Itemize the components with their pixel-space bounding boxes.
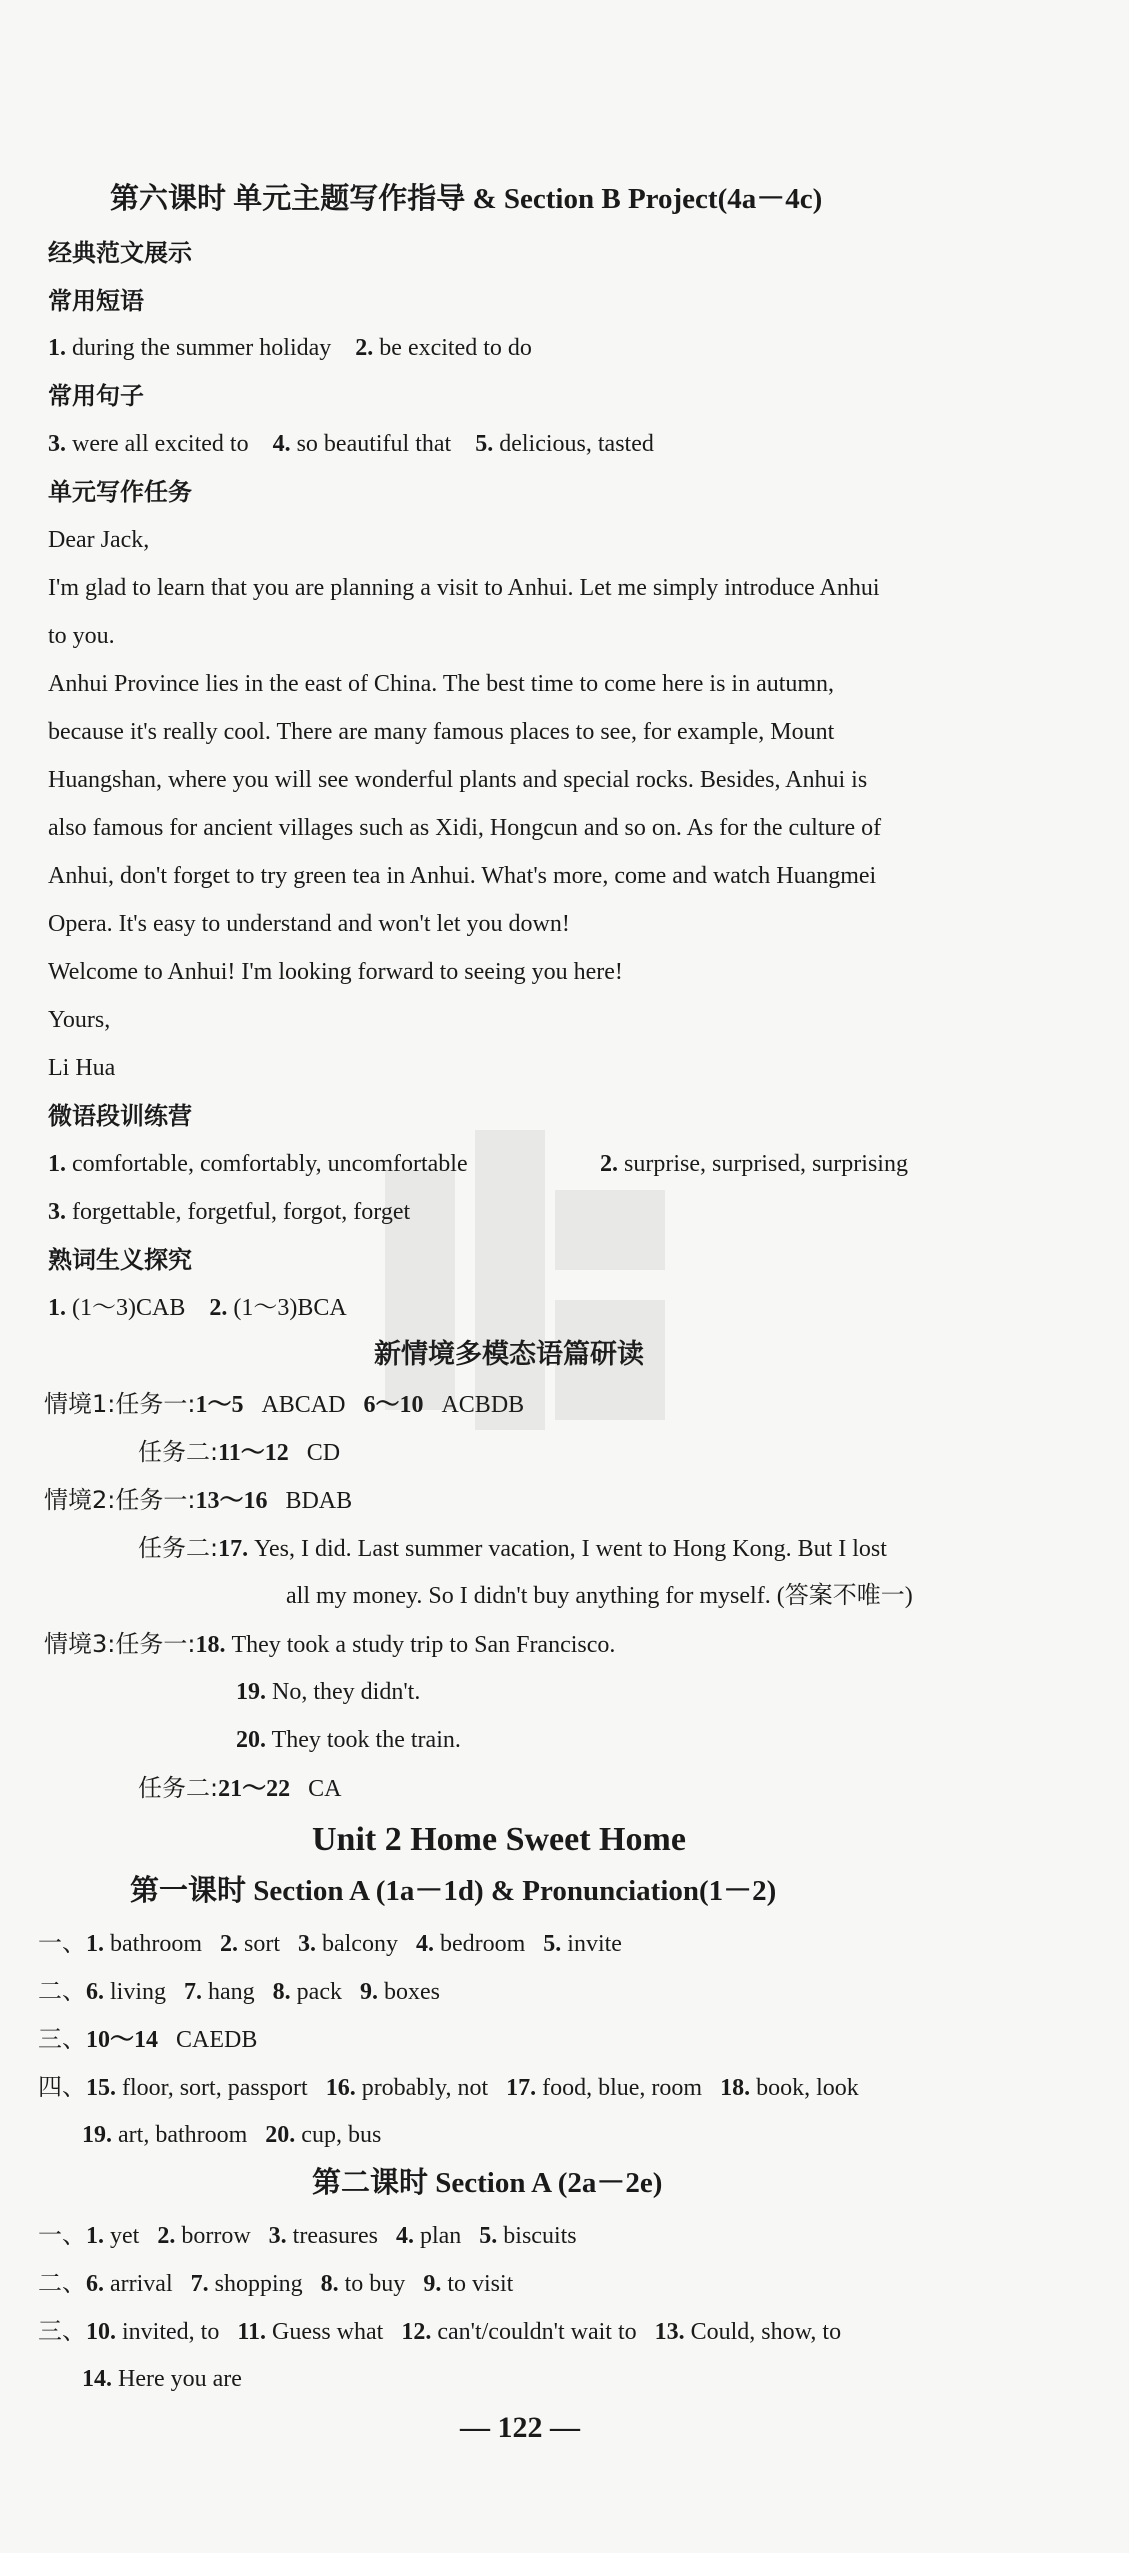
scenario3-task1: 情境3:任务一:18. They took a study trip to San Francisco. xyxy=(44,1630,616,1658)
scenario3-task2: 任务二:21～22 CA xyxy=(138,1774,342,1802)
writing-task-heading: 单元写作任务 xyxy=(48,478,192,506)
unit2-lesson1-title: 第一课时 Section A (1a－1d) & Pronunciation(1－2) xyxy=(130,1875,777,1907)
letter-line: to you. xyxy=(48,623,115,649)
scenario3-answer-20: 20. They took the train. xyxy=(236,1727,461,1753)
lesson6-title: 第六课时 单元主题写作指导 & Section B Project(4a－4c) xyxy=(110,183,823,215)
u2l1-part2: 二、6. living 7. hang 8. pack 9. boxes xyxy=(38,1977,440,2005)
u2l2-part1: 一、1. yet 2. borrow 3. treasures 4. plan 5. biscuits xyxy=(38,2221,577,2249)
letter-line: Huangshan, where you will see wonderful plants and special rocks. Besides, Anhui is xyxy=(48,767,868,793)
letter-line: I'm glad to learn that you are planning a visit to Anhui. Let me simply introduce Anhui xyxy=(48,575,880,601)
reading-title: 新情境多模态语篇研读 xyxy=(374,1339,644,1370)
u2l1-part3: 三、10～14 CAEDB xyxy=(38,2025,258,2053)
letter-line: Opera. It's easy to understand and won't let you down! xyxy=(48,911,570,937)
unit2-lesson2-title: 第二课时 Section A (2a－2e) xyxy=(312,2167,663,2199)
letter-line: Dear Jack, xyxy=(48,527,150,553)
micro-answers-1: 1. comfortable, comfortably, uncomfortable xyxy=(48,1151,468,1177)
letter-line: because it's really cool. There are many famous places to see, for example, Mount xyxy=(48,719,835,745)
scenario1-task2: 任务二:11～12 CD xyxy=(138,1438,341,1466)
scenario2-task1: 情境2:任务一:13～16 BDAB xyxy=(44,1486,353,1514)
scenario2-task2-cont: all my money. So I didn't buy anything for myself. (答案不唯一) xyxy=(286,1583,913,1609)
sentences-heading: 常用句子 xyxy=(48,382,144,410)
model-essay-heading: 经典范文展示 xyxy=(48,239,192,267)
u2l2-part3: 三、10. invited, to 11. Guess what 12. can't/couldn't wait to 13. Could, show, to xyxy=(38,2317,842,2345)
letter-line: Welcome to Anhui! I'm looking forward to seeing you here! xyxy=(48,959,623,985)
page-number: — 122 — xyxy=(460,2411,580,2444)
scenario1-task1: 情境1:任务一:1～5 ABCAD 6～10 ACBDB xyxy=(44,1390,525,1418)
u2l1-part4: 四、15. floor, sort, passport 16. probably, not 17. food, blue, room 18. book, look xyxy=(38,2073,859,2101)
phrases-heading: 常用短语 xyxy=(48,287,144,315)
scenario3-answer-19: 19. No, they didn't. xyxy=(236,1679,421,1705)
u2l2-part3-cont: 14. Here you are xyxy=(82,2366,242,2392)
u2l2-part2: 二、6. arrival 7. shopping 8. to buy 9. to visit xyxy=(38,2269,514,2297)
u2l1-part1: 一、1. bathroom 2. sort 3. balcony 4. bedroom 5. invite xyxy=(38,1929,622,1957)
word-meaning-answers: 1. (1～3)CAB 2. (1～3)BCA xyxy=(48,1295,347,1321)
micro-answers-3: 3. forgettable, forgetful, forgot, forget xyxy=(48,1199,411,1225)
micro-answers-2: 2. surprise, surprised, surprising xyxy=(600,1151,908,1177)
sentences-answers: 3. were all excited to 4. so beautiful that 5. delicious, tasted xyxy=(48,431,654,457)
letter-line: Yours, xyxy=(48,1007,111,1033)
letter-line: Li Hua xyxy=(48,1055,116,1081)
phrases-answers: 1. during the summer holiday 2. be excited to do xyxy=(48,335,532,361)
micro-paragraph-heading: 微语段训练营 xyxy=(48,1102,192,1130)
unit2-title: Unit 2 Home Sweet Home xyxy=(312,1821,686,1858)
letter-line: Anhui, don't forget to try green tea in Anhui. What's more, come and watch Huangmei xyxy=(48,863,877,889)
scenario2-task2: 任务二:17. Yes, I did. Last summer vacation, I went to Hong Kong. But I lost xyxy=(138,1534,887,1562)
u2l1-part4-cont: 19. art, bathroom 20. cup, bus xyxy=(82,2122,382,2148)
word-meaning-heading: 熟词生义探究 xyxy=(48,1246,192,1274)
letter-line: Anhui Province lies in the east of China. The best time to come here is in autumn, xyxy=(48,671,835,697)
letter-line: also famous for ancient villages such as Xidi, Hongcun and so on. As for the culture of xyxy=(48,815,882,841)
